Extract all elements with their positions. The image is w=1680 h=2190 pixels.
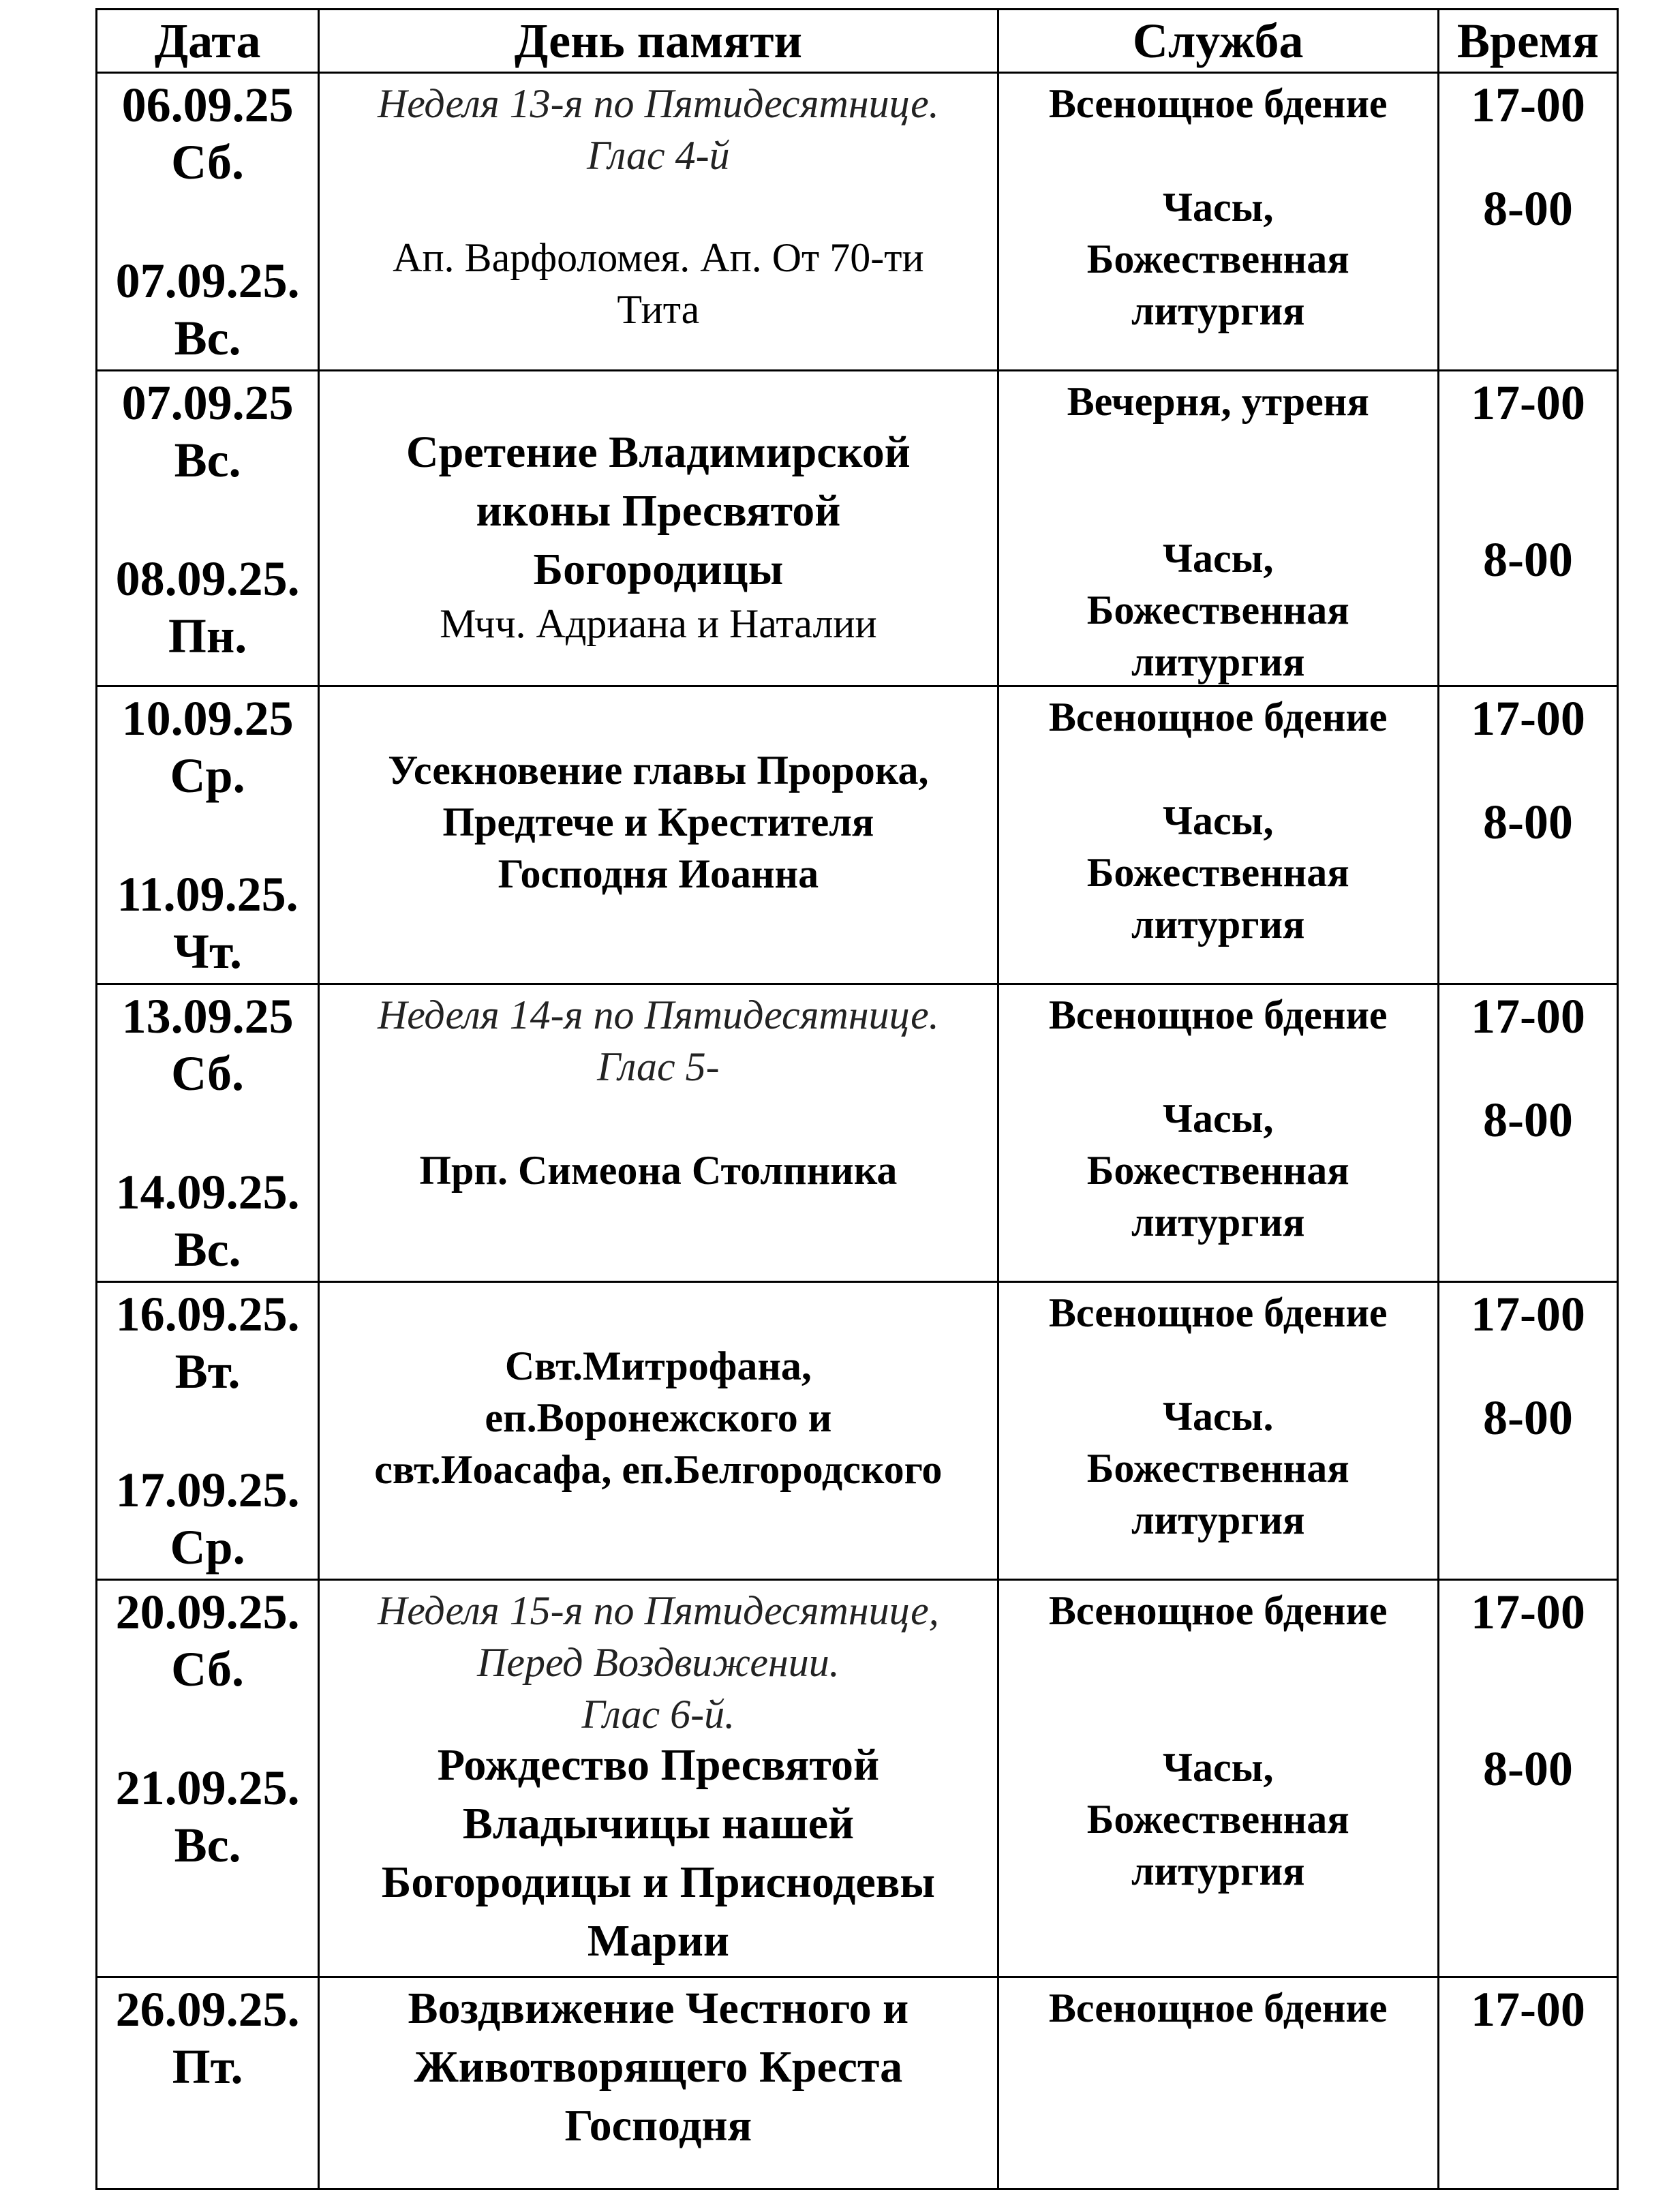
service-name: Часы,	[1162, 1745, 1274, 1790]
feast-title: Животворящего Креста	[414, 2042, 903, 2092]
service-name: Божественная	[1086, 1797, 1349, 1842]
time-value: 17-00	[1470, 376, 1585, 430]
weekday-value: Сб.	[171, 1046, 244, 1101]
weekday-value: Чт.	[173, 924, 242, 979]
memory-cell	[319, 686, 998, 984]
date-value: 16.09.25.	[115, 1287, 300, 1341]
date-value: 13.09.25	[121, 989, 294, 1044]
feast-title: Богородицы	[533, 545, 784, 594]
saint-name: еп.Воронежского и	[485, 1395, 832, 1440]
weekday-value: Вс.	[174, 1818, 241, 1872]
service-name: Божественная	[1086, 1446, 1349, 1491]
header-time: Время	[1438, 10, 1617, 73]
service-name: литургия	[1131, 1497, 1305, 1542]
service-cell	[998, 73, 1438, 371]
saint-name: Прп. Симеона Столпника	[419, 1148, 898, 1193]
tone-note: Глас 4-й	[587, 133, 730, 178]
table-row	[97, 984, 1618, 1282]
time-cell	[1438, 1977, 1617, 2189]
date-cell	[97, 1282, 319, 1580]
service-name: Всенощное бдение	[1048, 1588, 1388, 1633]
header-memory: День памяти	[319, 10, 998, 73]
service-name: Всенощное бдение	[1048, 695, 1388, 740]
table-header-row	[97, 10, 1618, 73]
feast-title: иконы Пресвятой	[476, 486, 841, 536]
date-cell	[97, 1977, 319, 2189]
saint-name: Мчч. Адриана и Наталии	[440, 601, 877, 646]
weekday-value: Пт.	[172, 2039, 243, 2094]
feast-title: Богородицы и Приснодевы	[381, 1857, 935, 1907]
date-value: 17.09.25.	[115, 1463, 300, 1517]
service-name: Часы,	[1162, 536, 1274, 581]
service-name: литургия	[1131, 288, 1305, 333]
weekday-value: Пн.	[168, 609, 247, 663]
time-value: 17-00	[1470, 1982, 1585, 2037]
service-cell	[998, 1282, 1438, 1580]
time-cell	[1438, 73, 1617, 371]
time-value: 17-00	[1470, 1287, 1585, 1341]
date-cell	[97, 73, 319, 371]
weekday-value: Вс.	[174, 311, 241, 365]
service-name: Часы.	[1162, 1394, 1274, 1439]
service-cell	[998, 1977, 1438, 2189]
service-name: Всенощное бдение	[1048, 1290, 1388, 1335]
time-value: 8-00	[1482, 1742, 1573, 1796]
memory-cell	[319, 371, 998, 686]
time-value: 8-00	[1482, 181, 1573, 236]
tone-note: Глас 6-й.	[581, 1692, 735, 1737]
weekday-value: Сб.	[171, 1642, 244, 1697]
memory-cell	[319, 984, 998, 1282]
service-name: Божественная	[1086, 588, 1349, 633]
feast-title: Марии	[587, 1916, 729, 1966]
time-cell	[1438, 1580, 1617, 1977]
date-value: 11.09.25.	[117, 867, 299, 922]
time-value: 8-00	[1482, 1093, 1573, 1147]
table-row	[97, 1580, 1618, 1977]
sunday-note: Перед Воздвижении.	[476, 1640, 840, 1685]
service-name: Всенощное бдение	[1048, 992, 1388, 1037]
service-cell	[998, 984, 1438, 1282]
table-row	[97, 73, 1618, 371]
feast-title: Рождество Пресвятой	[437, 1740, 879, 1790]
feast-title: Господня	[564, 2101, 752, 2150]
weekday-value: Ср.	[170, 1520, 245, 1575]
memory-cell	[319, 1282, 998, 1580]
date-cell	[97, 371, 319, 686]
weekday-value: Вс.	[174, 1222, 241, 1277]
time-cell	[1438, 371, 1617, 686]
service-name: Божественная	[1086, 237, 1349, 282]
saint-name: Ап. Варфоломея. Ап. От 70-ти	[393, 235, 924, 280]
header-service: Служба	[998, 10, 1438, 73]
weekday-value: Сб.	[171, 135, 244, 189]
saint-name: свт.Иоасафа, еп.Белгородского	[374, 1447, 943, 1492]
sunday-note: Неделя 14-я по Пятидесятнице.	[377, 992, 939, 1037]
service-cell	[998, 371, 1438, 686]
service-name: Часы,	[1162, 1096, 1274, 1141]
weekday-value: Вт.	[174, 1344, 241, 1399]
feast-title: Усекновение главы Пророка,	[388, 748, 929, 793]
memory-cell	[319, 1977, 998, 2189]
date-value: 10.09.25	[121, 691, 294, 746]
weekday-value: Вс.	[174, 433, 241, 487]
time-value: 17-00	[1470, 78, 1585, 132]
tone-note: Глас 5-	[597, 1044, 720, 1089]
date-value: 20.09.25.	[115, 1585, 300, 1639]
service-name: Часы,	[1162, 185, 1274, 230]
sunday-note: Неделя 13-я по Пятидесятнице.	[377, 81, 939, 126]
weekday-value: Ср.	[170, 748, 245, 803]
time-cell	[1438, 686, 1617, 984]
date-value: 26.09.25.	[115, 1982, 300, 2037]
service-name: Божественная	[1086, 1148, 1349, 1193]
service-cell	[998, 686, 1438, 984]
service-name: Всенощное бдение	[1048, 1986, 1388, 2031]
date-cell	[97, 1580, 319, 1977]
feast-title: Предтече и Крестителя	[442, 800, 874, 845]
saint-name: Тита	[617, 287, 700, 332]
date-value: 07.09.25.	[115, 254, 300, 308]
date-value: 14.09.25.	[115, 1165, 300, 1219]
service-name: литургия	[1131, 1200, 1305, 1245]
saint-name: Свт.Митрофана,	[504, 1343, 812, 1388]
service-cell	[998, 1580, 1438, 1977]
table-row	[97, 1282, 1618, 1580]
table-row	[97, 686, 1618, 984]
date-cell	[97, 686, 319, 984]
feast-title: Господня Иоанна	[498, 851, 819, 896]
service-name: литургия	[1131, 1849, 1305, 1894]
date-cell	[97, 984, 319, 1282]
time-value: 8-00	[1482, 532, 1573, 587]
header-date: Дата	[97, 10, 319, 73]
table-row	[97, 371, 1618, 686]
date-value: 07.09.25	[121, 376, 294, 430]
time-value: 17-00	[1470, 989, 1585, 1044]
service-schedule-table	[95, 8, 1619, 2190]
service-name: Божественная	[1086, 850, 1349, 895]
time-value: 8-00	[1482, 795, 1573, 849]
table-row	[97, 1977, 1618, 2189]
service-name: Вечерня, утреня	[1067, 379, 1369, 424]
feast-title: Воздвижение Честного и	[408, 1983, 909, 2033]
date-value: 08.09.25.	[115, 551, 300, 606]
memory-cell	[319, 73, 998, 371]
schedule-page	[95, 8, 1619, 2176]
feast-title: Владычицы нашей	[462, 1799, 855, 1849]
time-cell	[1438, 1282, 1617, 1580]
memory-cell	[319, 1580, 998, 1977]
date-value: 21.09.25.	[115, 1761, 300, 1815]
time-value: 17-00	[1470, 1585, 1585, 1639]
time-cell	[1438, 984, 1617, 1282]
feast-title: Сретение Владимирской	[406, 427, 911, 477]
time-value: 17-00	[1470, 691, 1585, 746]
sunday-note: Неделя 15-я по Пятидесятнице,	[377, 1588, 939, 1633]
service-name: литургия	[1131, 639, 1305, 684]
service-name: литургия	[1131, 902, 1305, 947]
date-value: 06.09.25	[121, 78, 294, 132]
service-name: Часы,	[1162, 798, 1274, 843]
service-name: Всенощное бдение	[1048, 81, 1388, 126]
time-value: 8-00	[1482, 1390, 1573, 1445]
